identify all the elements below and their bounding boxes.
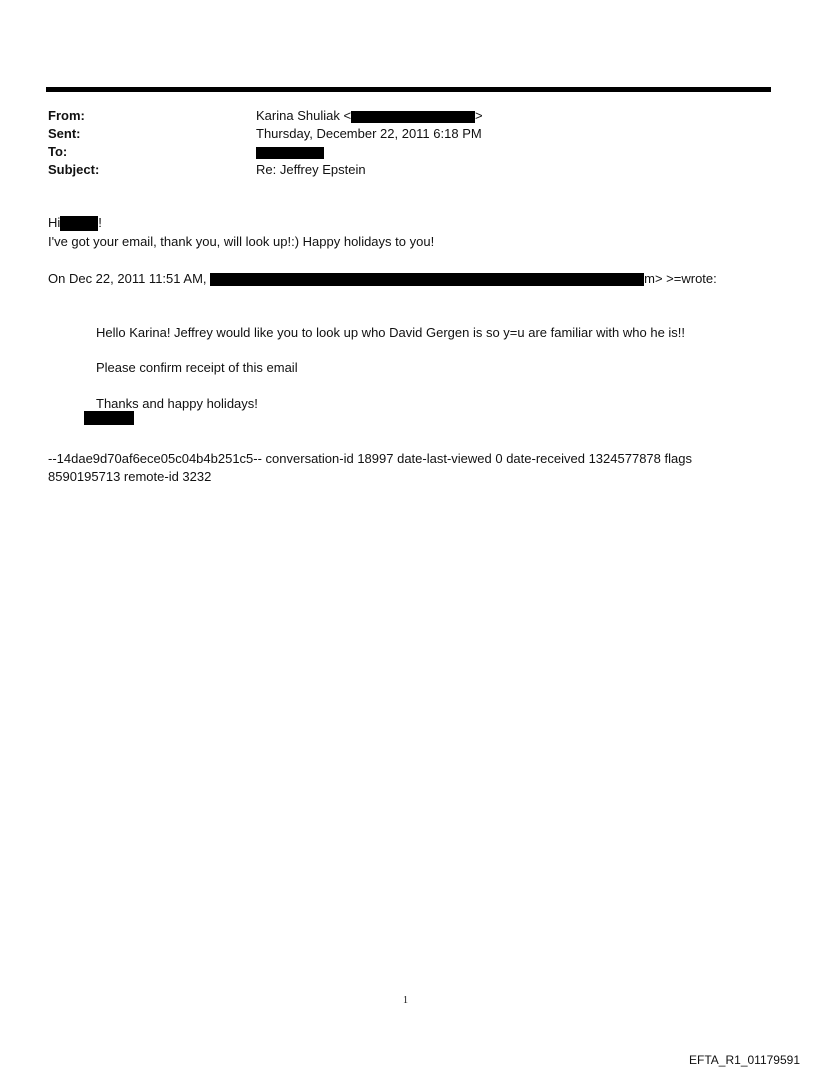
document-id: EFTA_R1_01179591	[689, 1053, 800, 1067]
greeting-suffix: !	[98, 215, 102, 230]
subject-value: Re: Jeffrey Epstein	[256, 162, 366, 177]
redaction-box	[60, 216, 98, 231]
redaction-box	[351, 111, 475, 123]
from-name: Karina Shuliak <	[256, 108, 352, 123]
from-label: From:	[48, 108, 85, 123]
from-value	[256, 107, 483, 125]
quote-intro	[48, 270, 717, 288]
from-suffix: >	[475, 108, 483, 123]
quoted-line-2: Please confirm receipt of this email	[96, 360, 298, 375]
greeting-prefix: Hi	[48, 215, 61, 230]
quote-intro-suffix: m> >=wrote:	[644, 271, 717, 286]
redaction-box	[84, 411, 134, 425]
page-number: 1	[403, 995, 408, 1006]
sent-value: Thursday, December 22, 2011 6:18 PM	[256, 126, 482, 141]
reply-line: I've got your email, thank you, will look up!:) Happy holidays to you!	[48, 234, 435, 249]
sent-label: Sent:	[48, 126, 81, 141]
to-value	[256, 143, 324, 161]
header-rule	[46, 87, 771, 92]
redaction-box	[210, 273, 644, 286]
greeting	[48, 214, 102, 232]
quote-intro-prefix: On Dec 22, 2011 11:51 AM,	[48, 271, 207, 286]
meta-line-2: 8590195713 remote-id 3232	[48, 469, 212, 484]
to-label: To:	[48, 144, 68, 159]
quoted-line-3: Thanks and happy holidays!	[96, 396, 258, 411]
subject-label: Subject:	[48, 162, 100, 177]
meta-line-1: --14dae9d70af6ece05c04b4b251c5-- conversation-id 18997 date-last-viewed 0 date-received 1324577878 flags	[48, 451, 692, 466]
quoted-line-1: Hello Karina! Jeffrey would like you to look up who David Gergen is so y=u are familiar with who he is!!	[96, 325, 686, 340]
redaction-box	[256, 147, 324, 159]
